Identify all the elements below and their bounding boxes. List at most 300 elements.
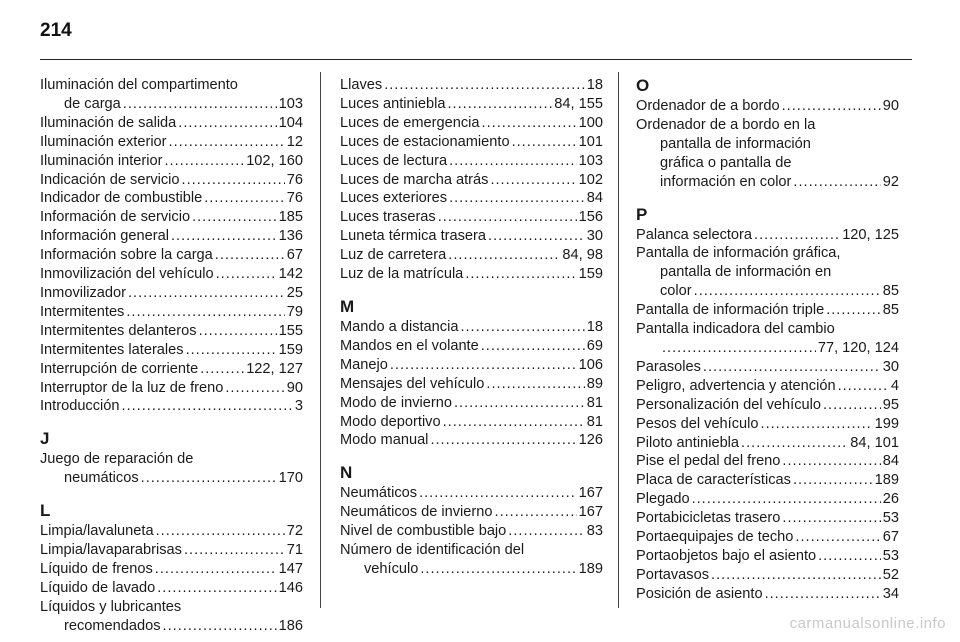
index-entry-line [340, 208, 603, 227]
index-entry [40, 133, 303, 152]
index-entry-line [636, 490, 899, 509]
index-entry-line [40, 617, 303, 636]
index-entry-line [340, 356, 603, 375]
index-entry [340, 208, 603, 227]
index-entry-line [340, 484, 603, 503]
header-rule [40, 59, 912, 60]
index-entry [40, 265, 303, 284]
index-entry-line [40, 152, 303, 171]
index-entry-line [40, 541, 303, 560]
index-entry [40, 189, 303, 208]
index-entry [40, 541, 303, 560]
leader-dots [495, 503, 577, 522]
leader-dots [438, 208, 577, 227]
index-entry [40, 522, 303, 541]
index-entry-text: gráfica o pantalla de [660, 154, 792, 171]
leader-dots [169, 133, 285, 152]
index-page-ref: 30 [882, 358, 899, 375]
index-entry-term: Placa de características [636, 472, 791, 489]
index-entry [636, 490, 899, 509]
index-entry-line [636, 566, 899, 585]
leader-dots [481, 337, 585, 356]
index-column-3 [636, 76, 899, 604]
index-page-ref: 67 [286, 247, 303, 264]
index-entry-term: vehículo [364, 560, 419, 577]
index-page-ref: 67 [882, 529, 899, 546]
index-entry [340, 356, 603, 375]
index-page-ref: 122, 127 [246, 360, 303, 377]
index-entry [636, 396, 899, 415]
index-entry-term: Plegado [636, 491, 690, 508]
leader-dots [216, 265, 277, 284]
index-entry-line [40, 522, 303, 541]
index-entry-term: Luces de emergencia [340, 114, 480, 131]
leader-dots [761, 415, 873, 434]
leader-dots [192, 208, 277, 227]
index-page-ref: 25 [286, 284, 303, 301]
index-entry-line [636, 452, 899, 471]
leader-dots [793, 173, 880, 192]
index-entry-line [636, 471, 899, 490]
index-entry [340, 375, 603, 394]
index-entry-term: Interrupción de corriente [40, 360, 199, 377]
leader-dots [512, 133, 577, 152]
index-entry-line [340, 152, 603, 171]
leader-dots [703, 358, 881, 377]
index-letter-heading: M [340, 296, 355, 316]
leader-dots [155, 560, 277, 579]
index-entry [40, 114, 303, 133]
index-page-ref: 90 [286, 379, 303, 396]
index-entry-line [340, 375, 603, 394]
index-page-ref: 84 [882, 453, 899, 470]
index-entry-term: Intermitentes laterales [40, 341, 184, 358]
index-page-ref: 84, 101 [850, 434, 899, 451]
index-page-ref: 167 [578, 504, 603, 521]
index-entry-term: de carga [64, 95, 121, 112]
index-entry-line [340, 189, 603, 208]
index-page-ref: 103 [578, 152, 603, 169]
index-entry-text: Iluminación del compartimento [40, 77, 238, 93]
index-page-ref: 4 [890, 377, 899, 394]
index-entry [340, 413, 603, 432]
leader-dots [754, 226, 840, 245]
leader-dots [182, 171, 285, 190]
index-entry-line [40, 469, 303, 488]
leader-dots [488, 227, 585, 246]
index-entry-line [340, 560, 603, 579]
index-page-ref: 147 [278, 560, 303, 577]
index-entry-line [40, 379, 303, 398]
index-entry [636, 116, 899, 192]
leader-dots [157, 579, 276, 598]
index-entry-line [40, 95, 303, 114]
index-page-ref: 106 [578, 356, 603, 373]
index-entry-term: Información sobre la carga [40, 247, 213, 264]
index-entry-line [40, 114, 303, 133]
leader-dots [482, 114, 577, 133]
index-entry-term: Palanca selectora [636, 226, 753, 243]
index-entry [340, 318, 603, 337]
index-entry-line [40, 189, 303, 208]
index-page-ref: 79 [286, 303, 303, 320]
index-entry-term: Iluminación de salida [40, 114, 177, 131]
index-entry-term: Mandos en el volante [340, 337, 479, 354]
index-entry-term: Neumáticos [340, 485, 418, 502]
index-entry-line [40, 303, 303, 322]
index-page-ref: 89 [586, 375, 603, 392]
index-entry [636, 301, 899, 320]
index-entry-term: Ordenador de a bordo [636, 98, 780, 114]
index-page-ref: 81 [586, 394, 603, 411]
leader-dots [215, 246, 285, 265]
index-entry-term: Portavasos [636, 566, 710, 583]
index-entry [636, 528, 899, 547]
index-entry-line [340, 413, 603, 432]
index-entry-term: recomendados [64, 617, 161, 634]
leader-dots [164, 152, 244, 171]
index-entry [340, 95, 603, 114]
index-entry-term: Modo de invierno [340, 394, 452, 411]
index-entry [636, 377, 899, 396]
index-entry-line [340, 227, 603, 246]
index-page-ref: 186 [278, 617, 303, 634]
index-page-ref: 142 [278, 266, 303, 283]
index-page-ref: 71 [286, 542, 303, 559]
leader-dots [711, 566, 881, 585]
leader-dots [163, 617, 277, 636]
index-entry [636, 434, 899, 453]
leader-dots [122, 397, 293, 416]
leader-dots [156, 522, 285, 541]
index-entry-line [340, 431, 603, 450]
index-page-ref: 156 [578, 209, 603, 226]
index-page-ref: 52 [882, 566, 899, 583]
index-entry-term: Información de servicio [40, 209, 191, 226]
index-entry-line [340, 133, 603, 152]
index-entry [340, 265, 603, 284]
index-page-ref: 77, 120, 124 [817, 339, 899, 356]
index-entry-line [340, 522, 603, 541]
leader-dots [460, 318, 584, 337]
index-entry-term: Información general [40, 228, 169, 245]
index-page-ref: 53 [882, 510, 899, 527]
index-entry-text: Pantalla de información gráfica, [636, 245, 841, 262]
index-entry-term: Limpia/lavaluneta [40, 523, 154, 540]
index-entry [40, 450, 303, 488]
column-divider [618, 72, 619, 608]
index-entry-term: color [660, 283, 692, 300]
leader-dots [692, 490, 881, 509]
index-page-ref: 126 [578, 432, 603, 449]
index-entry [40, 246, 303, 265]
leader-dots [818, 547, 881, 566]
leader-dots [199, 322, 277, 341]
index-page-ref: 146 [278, 579, 303, 596]
leader-dots [449, 189, 585, 208]
index-page-ref: 90 [882, 98, 899, 114]
leader-dots [782, 509, 880, 528]
index-entry [636, 320, 899, 358]
index-entry [636, 566, 899, 585]
index-entry-line [340, 246, 603, 265]
index-entry-line [40, 246, 303, 265]
index-page-ref: 101 [578, 133, 603, 150]
index-entry-term: Portaobjetos bajo el asiento [636, 547, 817, 564]
index-entry-line [340, 318, 603, 337]
leader-dots [178, 114, 276, 133]
index-entry-term: Parasoles [636, 358, 701, 375]
index-entry-text: pantalla de información en [660, 264, 832, 281]
index-entry [340, 133, 603, 152]
column-divider [320, 72, 321, 608]
index-page-ref: 189 [578, 560, 603, 577]
index-entry-line [40, 265, 303, 284]
index-page-ref: 120, 125 [842, 226, 899, 243]
index-entry [40, 76, 303, 114]
index-page-ref: 76 [286, 171, 303, 188]
index-entry [340, 114, 603, 133]
index-page-ref: 3 [294, 398, 303, 415]
leader-dots [795, 528, 880, 547]
index-entry-term: Portaequipajes de techo [636, 529, 794, 546]
index-entry [636, 97, 899, 116]
leader-dots [141, 469, 277, 488]
index-entry-line [636, 301, 899, 320]
index-entry [340, 227, 603, 246]
index-column-2 [340, 76, 603, 579]
index-entry-text: pantalla de información [660, 135, 811, 152]
index-page-ref: 30 [586, 228, 603, 245]
index-entry-term: Indicador de combustible [40, 190, 203, 207]
index-entry [636, 509, 899, 528]
index-page-ref: 84, 98 [562, 247, 603, 264]
index-page-ref: 34 [882, 585, 899, 602]
index-entry [340, 431, 603, 450]
index-entry-term: Luces de lectura [340, 152, 448, 169]
index-page-ref: 72 [286, 523, 303, 540]
leader-dots [204, 189, 285, 208]
leader-dots [186, 341, 277, 360]
index-page-ref: 104 [278, 114, 303, 131]
leader-dots [225, 379, 284, 398]
index-entry [636, 358, 899, 377]
leader-dots [694, 282, 881, 301]
index-page-ref: 95 [882, 396, 899, 413]
index-page-ref: 84, 155 [554, 95, 603, 112]
watermark: carmanualsonline.info [789, 615, 946, 632]
index-column-1 [40, 76, 303, 636]
index-entry-line [636, 415, 899, 434]
page-number: 214 [40, 20, 72, 41]
leader-dots [449, 152, 577, 171]
leader-dots [741, 434, 848, 453]
index-entry-term: Introducción [40, 398, 120, 415]
index-entry [40, 227, 303, 246]
index-entry-term: Portabicicletas trasero [636, 510, 781, 527]
index-page-ref: 100 [578, 114, 603, 131]
leader-dots [390, 356, 577, 375]
index-entry-text: Líquidos y lubricantes [40, 598, 182, 615]
leader-dots [123, 95, 277, 114]
index-entry-term: Pise el pedal del freno [636, 453, 781, 470]
index-entry-line [340, 394, 603, 413]
index-page-ref: 170 [278, 470, 303, 487]
index-entry-term: Iluminación exterior [40, 133, 167, 150]
index-entry-text: Ordenador de a bordo en la [636, 116, 816, 133]
index-entry-term: Piloto antiniebla [636, 434, 740, 451]
index-entry-term: Nivel de combustible bajo [340, 523, 507, 540]
index-entry-line [636, 339, 899, 358]
index-entry [636, 452, 899, 471]
index-entry-term: Modo manual [340, 432, 429, 449]
index-entry [40, 341, 303, 360]
index-entry-term: Mando a distancia [340, 318, 459, 335]
index-entry [340, 541, 603, 579]
index-entry-term: Luces de estacionamiento [340, 133, 510, 150]
index-entry-line [40, 360, 303, 379]
index-entry-term: Pantalla de información triple [636, 302, 825, 319]
index-entry-line [40, 133, 303, 152]
index-entry-line [40, 579, 303, 598]
leader-dots [448, 246, 560, 265]
index-page-ref: 167 [578, 485, 603, 502]
index-entry [40, 379, 303, 398]
index-entry-line [40, 397, 303, 416]
leader-dots [823, 396, 881, 415]
index-entry [40, 579, 303, 598]
index-entry [340, 76, 603, 95]
index-page-ref: 26 [882, 491, 899, 508]
index-entry-term: Indicación de servicio [40, 171, 180, 188]
index-entry [340, 246, 603, 265]
index-entry [40, 322, 303, 341]
index-entry-line [636, 226, 899, 245]
index-entry [340, 171, 603, 190]
index-entry-line [636, 97, 899, 116]
index-entry [340, 522, 603, 541]
index-letter-heading: L [40, 501, 51, 521]
leader-dots [171, 227, 277, 246]
index-entry-term: Interruptor de la luz de freno [40, 379, 224, 396]
index-entry-term: Líquido de frenos [40, 560, 153, 577]
index-entry-term: información en color [660, 173, 792, 190]
index-entry-term: Luneta térmica trasera [340, 228, 487, 245]
index-entry-line [636, 173, 899, 192]
index-entry-term: Mensajes del vehículo [340, 375, 485, 392]
leader-dots [486, 375, 584, 394]
leader-dots [384, 76, 585, 95]
leader-dots [128, 284, 285, 303]
index-entry [340, 484, 603, 503]
index-entry-term: Modo deportivo [340, 413, 441, 430]
index-page-ref: 69 [586, 337, 603, 354]
leader-dots [508, 522, 584, 541]
leader-dots [465, 265, 576, 284]
index-entry [636, 547, 899, 566]
index-entry-line [340, 114, 603, 133]
index-entry-line [340, 337, 603, 356]
index-entry [40, 171, 303, 190]
leader-dots [793, 471, 873, 490]
index-page-ref: 85 [882, 302, 899, 319]
leader-dots [782, 97, 881, 116]
index-entry [340, 152, 603, 171]
leader-dots [447, 95, 552, 114]
leader-dots [454, 394, 585, 413]
index-entry [340, 337, 603, 356]
leader-dots [126, 303, 284, 322]
index-entry-line [40, 208, 303, 227]
index-entry-term: Manejo [340, 356, 388, 373]
index-entry-term: Personalización del vehículo [636, 396, 821, 413]
index-page-ref: 136 [278, 228, 303, 245]
index-page-ref: 81 [586, 413, 603, 430]
index-entry [40, 152, 303, 171]
index-entry-term: Luz de carretera [340, 247, 447, 264]
index-page-ref: 159 [578, 266, 603, 283]
index-page-ref: 189 [874, 472, 899, 489]
index-entry [40, 360, 303, 379]
index-entry-text: Pantalla indicadora del cambio [636, 321, 835, 338]
index-entry-line [340, 95, 603, 114]
index-page-ref: 199 [874, 415, 899, 432]
leader-dots [420, 560, 576, 579]
index-entry-line [636, 528, 899, 547]
index-entry [340, 503, 603, 522]
index-page-ref: 84 [586, 190, 603, 207]
index-page-ref: 76 [286, 190, 303, 207]
index-letter-heading: O [636, 76, 650, 95]
index-entry [340, 394, 603, 413]
index-entry-line [636, 434, 899, 453]
index-entry-term: Iluminación interior [40, 152, 163, 169]
index-entry-term: Posición de asiento [636, 585, 763, 602]
index-entry-line [340, 503, 603, 522]
leader-dots [782, 452, 880, 471]
index-entry [40, 598, 303, 636]
index-page-ref: 102 [578, 171, 603, 188]
index-letter-heading: J [40, 429, 50, 449]
index-entry-term: neumáticos [64, 470, 139, 487]
index-entry-line [40, 322, 303, 341]
leader-dots [419, 484, 577, 503]
index-entry-term: Inmovilizador [40, 284, 126, 301]
leader-dots [765, 585, 881, 604]
index-entry-line [636, 509, 899, 528]
index-letter-heading: P [636, 204, 648, 224]
index-entry-term: Limpia/lavaparabrisas [40, 542, 182, 559]
index-page-ref: 83 [586, 523, 603, 540]
leader-dots [430, 431, 576, 450]
index-entry-term: Luz de la matrícula [340, 266, 464, 283]
index-entry-line [40, 341, 303, 360]
index-entry-line [340, 171, 603, 190]
index-entry-term: Intermitentes [40, 303, 125, 320]
index-entry [636, 226, 899, 245]
leader-dots [490, 171, 576, 190]
index-entry-term: Luces de marcha atrás [340, 171, 489, 188]
index-entry [636, 415, 899, 434]
index-entry-term: Pesos del vehículo [636, 415, 759, 432]
leader-dots [200, 360, 244, 379]
leader-dots [184, 541, 285, 560]
index-entry-term: Llaves [340, 77, 383, 93]
index-entry [636, 471, 899, 490]
index-letter-heading: N [340, 463, 353, 483]
index-entry [636, 585, 899, 604]
index-entry-line [40, 284, 303, 303]
